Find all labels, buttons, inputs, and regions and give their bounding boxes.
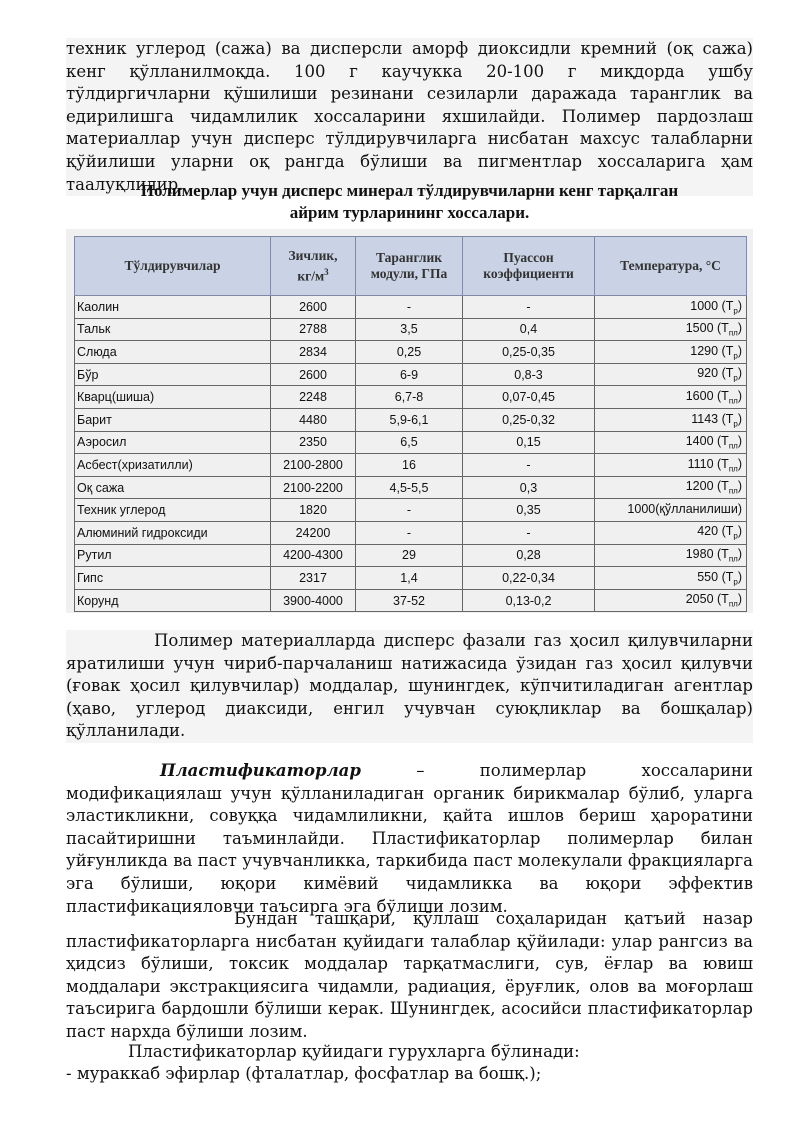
header-filler: Тўлдирувчилар [75, 237, 271, 296]
cell-filler-name: Барит [75, 408, 271, 431]
table-row [75, 476, 747, 499]
cell-poisson: - [463, 521, 595, 544]
paragraph-gas-forming: Полимер материалларда дисперс фазали газ ҳосил қилувчиларни яратилиши учун чириб-парчаланиш натижасида ўзидан газ ҳосил қилувчи (ғовак ҳосил қилувчилар) моддалар, шунингдек, кўпчитиладиган агентлар (ҳаво, углерод диаксиди, енгил учувчан суюқликлар ва бошқалар) қўлланилади. [66, 630, 753, 743]
cell-temperature: 1290 $(Т_р)$ [595, 341, 747, 364]
cell-temperature: 1600 $(Т_{пл})$ [595, 386, 747, 409]
cell-temperature: 1000 $(Т_р)$ [595, 296, 747, 319]
table-caption [66, 180, 753, 224]
cell-temperature: 1500 $(Т_{пл})$ [595, 318, 747, 341]
cell-density: 4480 [271, 408, 356, 431]
cell-filler-name: Асбест(хризатилли) [75, 454, 271, 477]
cell-density: 2350 [271, 431, 356, 454]
cell-filler-name: Бўр [75, 363, 271, 386]
cell-density: 4200-4300 [271, 544, 356, 567]
paragraph-requirements: Бундан ташқари, қўллаш соҳаларидан қатъий назар пластификаторларга нисбатан қуйидаги талаблар қўйилади: улар рангсиз ва ҳидсиз бўлиши, токсик моддалар тарқатмаслиги, сув, ёғлар ва ювиш моддалари экстракциясига чидамли, радиация, ёруғлик, олов ва моғорлаш таъсирига бардошли бўлиши керак. Шунингдек, асосийси пластификаторлар паст нархда бўлиши лозим. [66, 909, 753, 1041]
paragraph-intro: техник углерод (сажа) ва дисперсли аморф диоксидли кремний (оқ сажа) кенг қўлланилмоқда. 100 г каучукка 20-100 г миқдорда ушбу тўлдиргичларни қўшилиши резинани сезиларли даражада таранглик ва едирилишга чидамлилик хоссаларини яхшилайди. Полимер пардозлаш материаллар учун дисперс тўлдирувчиларга нисбатан махсус талабларни қўйилиши уларни оқ рангда бўлиши ва пигментлар хоссаларига ҳам таалуқлидир. [66, 38, 753, 196]
cell-poisson: 0,25-0,35 [463, 341, 595, 364]
header-temperature: Температура, °С [595, 237, 747, 296]
fillers-table [74, 236, 747, 612]
cell-modulus: 16 [356, 454, 463, 477]
cell-poisson: 0,3 [463, 476, 595, 499]
table-row [75, 589, 747, 612]
table-row [75, 363, 747, 386]
paragraph-plasticizers: Пластификаторлар – полимерлар хоссаларини модификациялаш учун қўлланиладиган органик бирикмалар бўлиб, уларга эластикликни, совуққа чидамлиликни, қайта ишлов бериш ҳароратини пасайтиришни таъминлайди. Пластификаторлар полимерлар билан уйғунликда ва паст учувчанликка, таркибида паст молекулали фракцияларга эга бўлиши, юқори кимёвий чидамликка ва юқори эффектив пластификацияловчи таъсирга эга бўлиши лозим. [66, 761, 753, 916]
table-row [75, 499, 747, 522]
table-row [75, 408, 747, 431]
cell-density: 2788 [271, 318, 356, 341]
table-row [75, 341, 747, 364]
cell-modulus: 1,4 [356, 567, 463, 590]
cell-poisson: 0,4 [463, 318, 595, 341]
cell-poisson: - [463, 454, 595, 477]
cell-modulus: - [356, 296, 463, 319]
cell-temperature: 550 $(Т_р)$ [595, 567, 747, 590]
cell-modulus: 6-9 [356, 363, 463, 386]
cell-filler-name: Оқ сажа [75, 476, 271, 499]
paragraph-groups-intro: Пластификаторлар қуйидаги гурухларга бўлинади: [128, 1042, 580, 1061]
cell-temperature: 2050 $(Т_{пл})$ [595, 589, 747, 612]
cell-density: 2248 [271, 386, 356, 409]
cell-density: 1820 [271, 499, 356, 522]
cell-filler-name: Аэросил [75, 431, 271, 454]
cell-temperature: 1200 $(Т_{пл})$ [595, 476, 747, 499]
cell-modulus: 37-52 [356, 589, 463, 612]
header-density: Зичлик, $кг/м^3$ [271, 237, 356, 296]
cell-temperature: 1143 $(Т_р)$ [595, 408, 747, 431]
cell-modulus: 6,5 [356, 431, 463, 454]
cell-poisson: 0,28 [463, 544, 595, 567]
table-header-row [75, 237, 747, 296]
cell-filler-name: Техник углерод [75, 499, 271, 522]
cell-poisson: 0,8-3 [463, 363, 595, 386]
header-modulus: Таранглик модули, ГПа [356, 237, 463, 296]
table-row [75, 431, 747, 454]
cell-filler-name: Каолин [75, 296, 271, 319]
cell-modulus: 4,5-5,5 [356, 476, 463, 499]
table-row [75, 318, 747, 341]
cell-density: 2600 [271, 296, 356, 319]
cell-modulus: 0,25 [356, 341, 463, 364]
cell-filler-name: Рутил [75, 544, 271, 567]
cell-filler-name: Слюда [75, 341, 271, 364]
term-plasticizers: Пластификаторлар [160, 761, 361, 780]
cell-density: 2317 [271, 567, 356, 590]
cell-modulus: - [356, 499, 463, 522]
cell-poisson: 0,15 [463, 431, 595, 454]
cell-poisson: 0,13-0,2 [463, 589, 595, 612]
cell-density: 2100-2800 [271, 454, 356, 477]
cell-poisson: 0,35 [463, 499, 595, 522]
cell-filler-name: Кварц(шиша) [75, 386, 271, 409]
cell-density: 2100-2200 [271, 476, 356, 499]
header-poisson: Пуассон коэффициенти [463, 237, 595, 296]
table-caption-line2: айрим турларининг хоссалари. [289, 203, 530, 222]
cell-temperature: 420 $(Т_р)$ [595, 521, 747, 544]
cell-filler-name: Тальк [75, 318, 271, 341]
cell-density: 2600 [271, 363, 356, 386]
cell-filler-name: Корунд [75, 589, 271, 612]
cell-modulus: - [356, 521, 463, 544]
cell-poisson: 0,22-0,34 [463, 567, 595, 590]
cell-temperature: 1000(қўлланилиши) [595, 499, 747, 522]
cell-poisson: 0,25-0,32 [463, 408, 595, 431]
table-row [75, 386, 747, 409]
cell-density: 2834 [271, 341, 356, 364]
cell-modulus: 29 [356, 544, 463, 567]
table-body [75, 296, 747, 612]
table-row [75, 454, 747, 477]
table-row [75, 521, 747, 544]
cell-temperature: 920 $(Т_р)$ [595, 363, 747, 386]
cell-density: 24200 [271, 521, 356, 544]
cell-temperature: 1110 $(Т_{пл})$ [595, 454, 747, 477]
cell-temperature: 1400 $(Т_{пл})$ [595, 431, 747, 454]
table-caption-line1: Полимерлар учун дисперс минерал тўлдирувчиларни кенг тарқалган [140, 181, 679, 200]
cell-poisson: - [463, 296, 595, 319]
cell-modulus: 5,9-6,1 [356, 408, 463, 431]
table-row [75, 544, 747, 567]
list-item-esters: - мураккаб эфирлар (фталатлар, фосфатлар ва бошқ.); [66, 1064, 542, 1083]
cell-filler-name: Гипс [75, 567, 271, 590]
cell-density: 3900-4000 [271, 589, 356, 612]
cell-modulus: 3,5 [356, 318, 463, 341]
cell-filler-name: Алюминий гидроксиди [75, 521, 271, 544]
table-row [75, 567, 747, 590]
cell-poisson: 0,07-0,45 [463, 386, 595, 409]
cell-modulus: 6,7-8 [356, 386, 463, 409]
table-row [75, 296, 747, 319]
cell-temperature: 1980 $(Т_{пл})$ [595, 544, 747, 567]
